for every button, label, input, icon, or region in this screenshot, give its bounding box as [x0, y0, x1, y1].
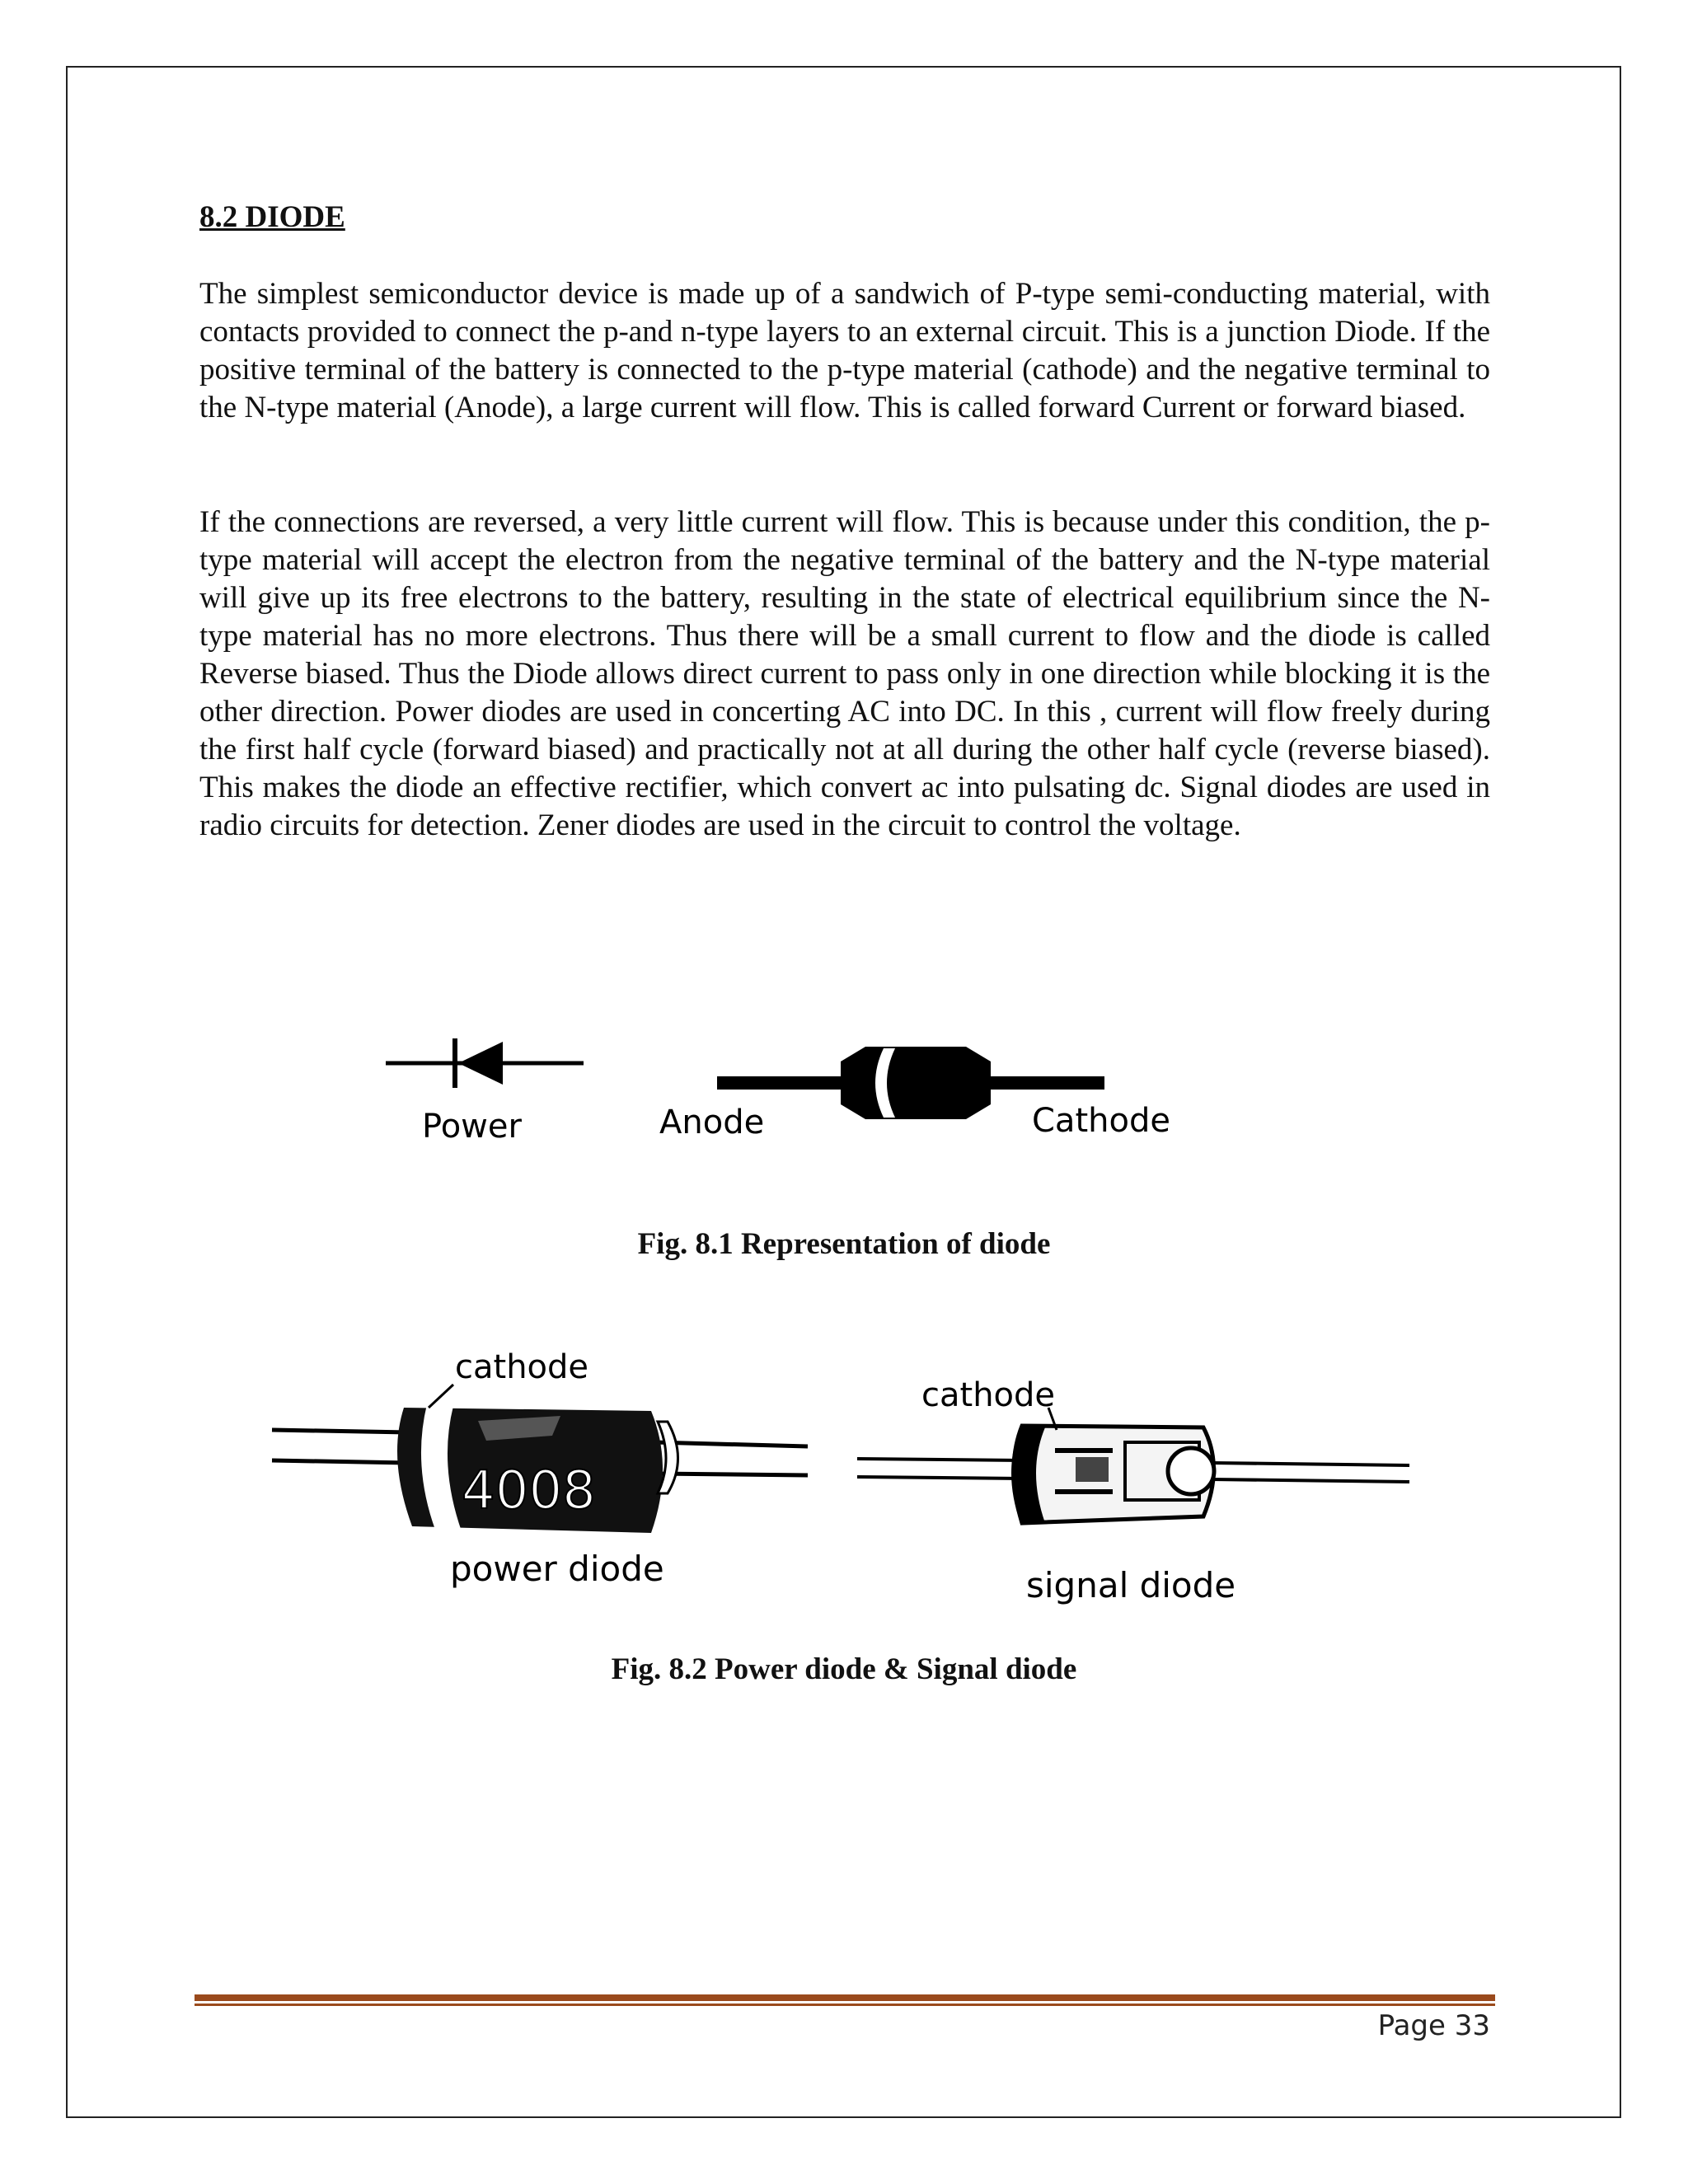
power-signal-diode-figure: [264, 1335, 1434, 1615]
figure-8-1-caption: Fig. 8.1 Representation of diode: [637, 1227, 1051, 1261]
diode-symbol-icon: [386, 1038, 584, 1088]
paragraph-reverse-bias: If the connections are reversed, a very little current will flow. This is because under this condition, the p-type material will accept the electron from the negative terminal of the battery and the N-type material will give up its free electrons to the battery, resulting in the state of electrical equilibrium since the N-type material has no more electrons. Thus there will be a small current to flow and the diode is called Reverse biased. Thus the Diode allows direct current to pass only in one direction while blocking it is the other direction. Power diodes are used in concerting AC into DC. In this , current will flow freely during the first half cycle (forward biased) and practically not at all during the other half cycle (reverse biased). This makes the diode an effective rectifier, which convert ac into pulsating dc. Signal diodes are used in radio circuits for detection. Zener diodes are used in the circuit to control the voltage.: [199, 505, 1490, 842]
figure-8-2-caption: Fig. 8.2 Power diode & Signal diode: [611, 1652, 1077, 1686]
page-number: Page 33: [1377, 2009, 1490, 2042]
diode-representation-figure: [363, 1022, 1220, 1162]
section-heading: 8.2 DIODE: [199, 200, 345, 234]
power-diode-label: power diode: [450, 1549, 664, 1589]
power-diode-marking: 4008: [462, 1460, 596, 1521]
paragraph-forward-bias: The simplest semiconductor device is made up of a sandwich of P-type semi-conducting material, with contacts provided to connect the p-and n-type layers to an external circuit. This is a junction Diode. If the positive terminal of the battery is connected to the p-type material (cathode) and the negative terminal to the N-type material (Anode), a large current will flow. This is called forward Current or forward biased.: [199, 277, 1490, 424]
footer-rule: [195, 1994, 1495, 2001]
signal-diode-label: signal diode: [1026, 1565, 1236, 1605]
signal-diode-icon: [857, 1408, 1409, 1523]
footer-rule-thin: [195, 2004, 1495, 2006]
label-power: Power: [422, 1108, 522, 1146]
label-anode: Anode: [659, 1104, 765, 1141]
power-diode-cathode-label: cathode: [455, 1348, 589, 1386]
label-cathode: Cathode: [1032, 1102, 1170, 1140]
signal-diode-cathode-label: cathode: [921, 1376, 1056, 1414]
